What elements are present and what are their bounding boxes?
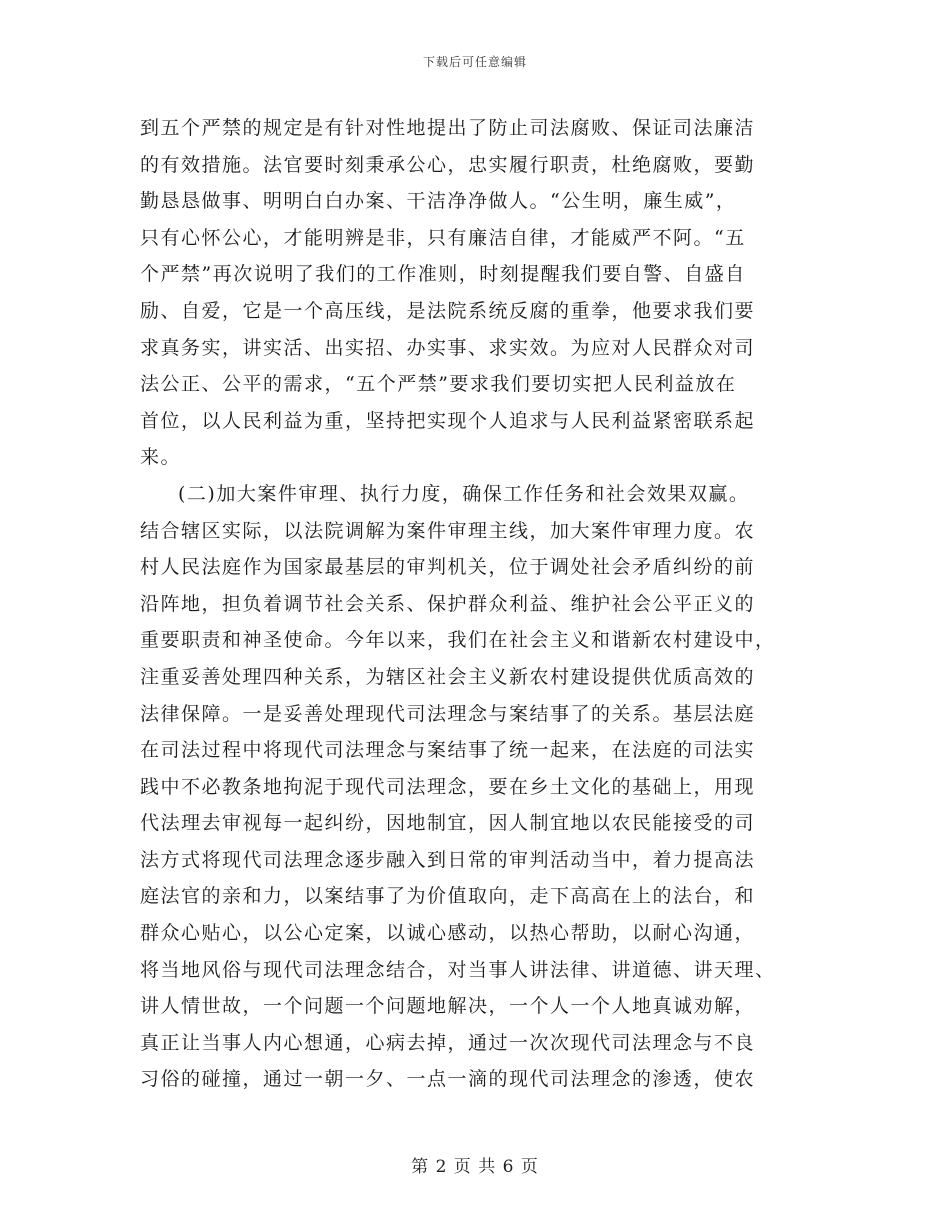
text-line: 庭法官的亲和力，以案结事了为价值取向，走下高高在上的法台，和 (140, 885, 756, 908)
text-line: 个严禁”再次说明了我们的工作准则，时刻提醒我们要自警、自盛自 (140, 263, 746, 286)
text-line: 法公正、公平的需求，“五个严禁”要求我们要切实把人民利益放在 (140, 373, 737, 396)
text-line: 践中不必教条地拘泥于现代司法理念，要在乡土文化的基础上，用现 (140, 775, 756, 798)
text-line: 励、自爱，它是一个高压线，是法院系统反腐的重拳，他要求我们要 (140, 299, 756, 322)
text-line: 真正让当事人内心想通，心病去掉，通过一次次现代司法理念与不良 (140, 1031, 756, 1054)
text-line: 首位，以人民利益为重，坚持把实现个人追求与人民利益紧密联系起 (140, 409, 756, 432)
text-line: 结合辖区实际，以法院调解为案件审理主线，加大案件审理力度。农 (140, 519, 756, 542)
text-line: 在司法过程中将现代司法理念与案结事了统一起来，在法庭的司法实 (140, 739, 756, 762)
text-line: 求真务实，讲实活、出实招、办实事、求实效。为应对人民群众对司 (140, 336, 756, 359)
text-line: 注重妥善处理四种关系，为辖区社会主义新农村建设提供优质高效的 (140, 665, 756, 688)
text-line: 讲人情世故，一个问题一个问题地解决，一个人一个人地真诚劝解， (140, 995, 756, 1018)
text-line: 重要职责和神圣使命。今年以来，我们在社会主义和谐新农村建设中， (140, 629, 776, 652)
text-line: 法律保障。一是妥善处理现代司法理念与案结事了的关系。基层法庭 (140, 702, 756, 725)
text-line: 来。 (140, 446, 182, 469)
text-line: 到五个严禁的规定是有针对性地提出了防止司法腐败、保证司法廉洁 (140, 117, 756, 139)
text-line: 只有心怀公心，才能明辨是非，只有廉洁自律，才能威严不阿。“五 (140, 226, 746, 249)
text-line: 勤恳恳做事、明明白白办案、干洁净净做人。“公生明，廉生威”， (140, 190, 737, 213)
document-body (140, 110, 800, 1098)
text-line: 代法理去审视每一起纠纷，因地制宜，因人制宜地以农民能接受的司 (140, 812, 756, 835)
text-line: 习俗的碰撞，通过一朝一夕、一点一滴的现代司法理念的渗透，使农 (140, 1068, 756, 1091)
text-line: 将当地风俗与现代司法理念结合，对当事人讲法律、讲道德、讲天理、 (140, 958, 776, 981)
text-line: 的有效措施。法官要时刻秉承公心，忠实履行职责，杜绝腐败，要勤 (140, 153, 756, 176)
text-line: 法方式将现代司法理念逐步融入到日常的审判活动当中，着力提高法 (140, 848, 756, 871)
text-line: 群众心贴心，以公心定案，以诚心感动，以热心帮助，以耐心沟通， (140, 922, 756, 945)
page-number: 第 2 页 共 6 页 (411, 1157, 539, 1177)
section-heading-line: (二)加大案件审理、执行力度，确保工作任务和社会效果双赢。 (178, 482, 750, 505)
page-header-note: 下载后可任意编辑 (422, 55, 527, 69)
text-line: 村人民法庭作为国家最基层的审判机关，位于调处社会矛盾纠纷的前 (140, 556, 756, 579)
text-line: 沿阵地，担负着调节社会关系、保护群众利益、维护社会公平正义的 (140, 592, 756, 615)
